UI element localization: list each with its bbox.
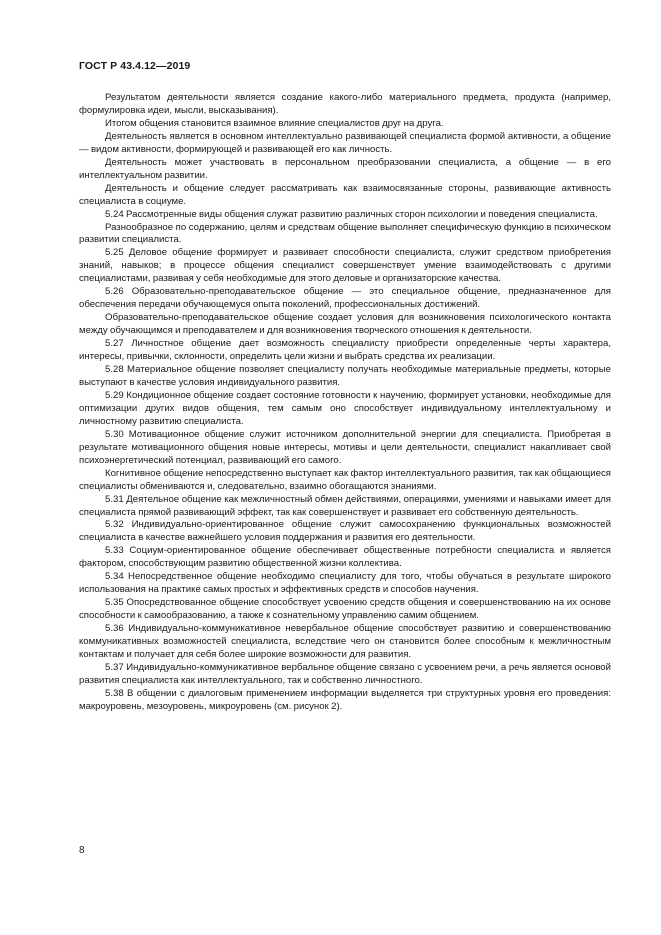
paragraph: 5.29 Кондиционное общение создает состояние готовности к научению, формирует установки, необходимые для оптимизации других видов общения, тем самым оно способствует индивидуальному интеллектуальному и личностному развитию специалиста.	[79, 389, 611, 427]
paragraph: Когнитивное общение непосредственно выступает как фактор интеллектуального развития, так как общающиеся специалисты обмениваются и, следовательно, взаимно обогащаются знаниями.	[79, 467, 611, 492]
paragraph: Разнообразное по содержанию, целям и средствам общение выполняет специфическую функцию в психическом развитии специалиста.	[79, 221, 611, 246]
paragraph: 5.28 Материальное общение позволяет специалисту получать необходимые материальные предметы, которые выступают в качестве условия индивидуального развития.	[79, 364, 611, 388]
paragraph: Деятельность и общение следует рассматривать как взаимосвязанные стороны, развивающие активность специалиста в социуме.	[79, 182, 611, 207]
paragraph: Деятельность может участвовать в персональном преобразовании специалиста, а общение — в его интеллектуальном развитии.	[79, 156, 611, 181]
paragraph: 5.33 Социум-ориентированное общение обеспечивает общественные потребности специалиста и является фактором, способствующим развитию общественной жизни коллектива.	[79, 545, 611, 570]
paragraph: Образовательно-преподавательское общение создает условия для возникновения психологического контакта между обучающимся и преподавателем и для возникновения творческого отношения к деятельности.	[79, 312, 611, 337]
document-body	[79, 92, 611, 714]
paragraph: Результатом деятельности является создание какого-либо материального предмета, продукта (например, формулировка идеи, мысли, высказывания).	[79, 92, 611, 116]
paragraph: 5.38 В общении с диалоговым применением информации выделяется три структурных уровня его проведения: макроуровень, мезоуровень, микроуровень (см. рисунок 2).	[79, 687, 611, 712]
page-number: 8	[79, 845, 85, 856]
paragraph: 5.35 Опосредствованное общение способствует усвоению средств общения и совершенствованию на их основе способности к самообразованию, а также к сознательному управлению самим общением.	[79, 597, 611, 622]
paragraph: 5.36 Индивидуально-коммуникативное невербальное общение способствует развитию и совершенствованию коммуникативных возможностей специалиста, вследствие чего он становится более способным к межличностным контактам и получает для себя более широкие возможности для развития.	[79, 623, 611, 660]
paragraph: 5.32 Индивидуально-ориентированное общение служит самосохранению функциональных возможностей специалиста в качестве важнейшего условия поддержания и развития его деятельности.	[79, 519, 611, 544]
paragraph: 5.37 Индивидуально-коммуникативное вербальное общение связано с усвоением речи, а речь является основой развития специалиста как интеллектуального, так и собственно личностного.	[79, 661, 611, 686]
paragraph: 5.30 Мотивационное общение служит источником дополнительной энергии для специалиста. Приобретая в результате мотивационного общения новые интересы, мотивы и цели деятельности, специалист накапливает свой психоэнергетический потенциал, развивающий его самого.	[79, 428, 611, 466]
paragraph: 5.27 Личностное общение дает возможность специалисту приобрести определенные черты характера, интересы, привычки, склонности, определить цели жизни и выбрать средства их реализации.	[79, 338, 611, 363]
paragraph: 5.24 Рассмотренные виды общения служат развитию различных сторон психологии и поведения специалиста.	[105, 208, 598, 220]
paragraph: 5.25 Деловое общение формирует и развивает способности специалиста, служит средством приобретения знаний, навыков; в процессе общения специалист совершенствует умение взаимодействовать с другими специалистами, развивая у себя необходимые для этого деловые и организаторские качества.	[79, 247, 611, 285]
paragraph: Итогом общения становится взаимное влияние специалистов друг на друга.	[105, 117, 444, 129]
paragraph: 5.31 Деятельное общение как межличностный обмен действиями, операциями, умениями и навыками имеет для специалиста прямой развивающий эффект, так как совершенствует и развивает его собственную деятельность.	[79, 493, 611, 518]
paragraph: Деятельность является в основном интеллектуально развивающей специалиста формой активности, а общение — видом активности, формирующей и развивающей его как личность.	[79, 130, 611, 155]
paragraph: 5.26 Образовательно-преподавательское общение — это специальное общение, предназначенное для обеспечения передачи обучающемуся опыта поколений, профессиональных достижений.	[79, 286, 611, 311]
paragraph: 5.34 Непосредственное общение необходимо специалисту для того, чтобы обучаться в результате широкого использования на практике самых простых и эффективных средств и способов научения.	[79, 571, 611, 596]
standard-header: ГОСТ Р 43.4.12—2019	[79, 60, 191, 72]
